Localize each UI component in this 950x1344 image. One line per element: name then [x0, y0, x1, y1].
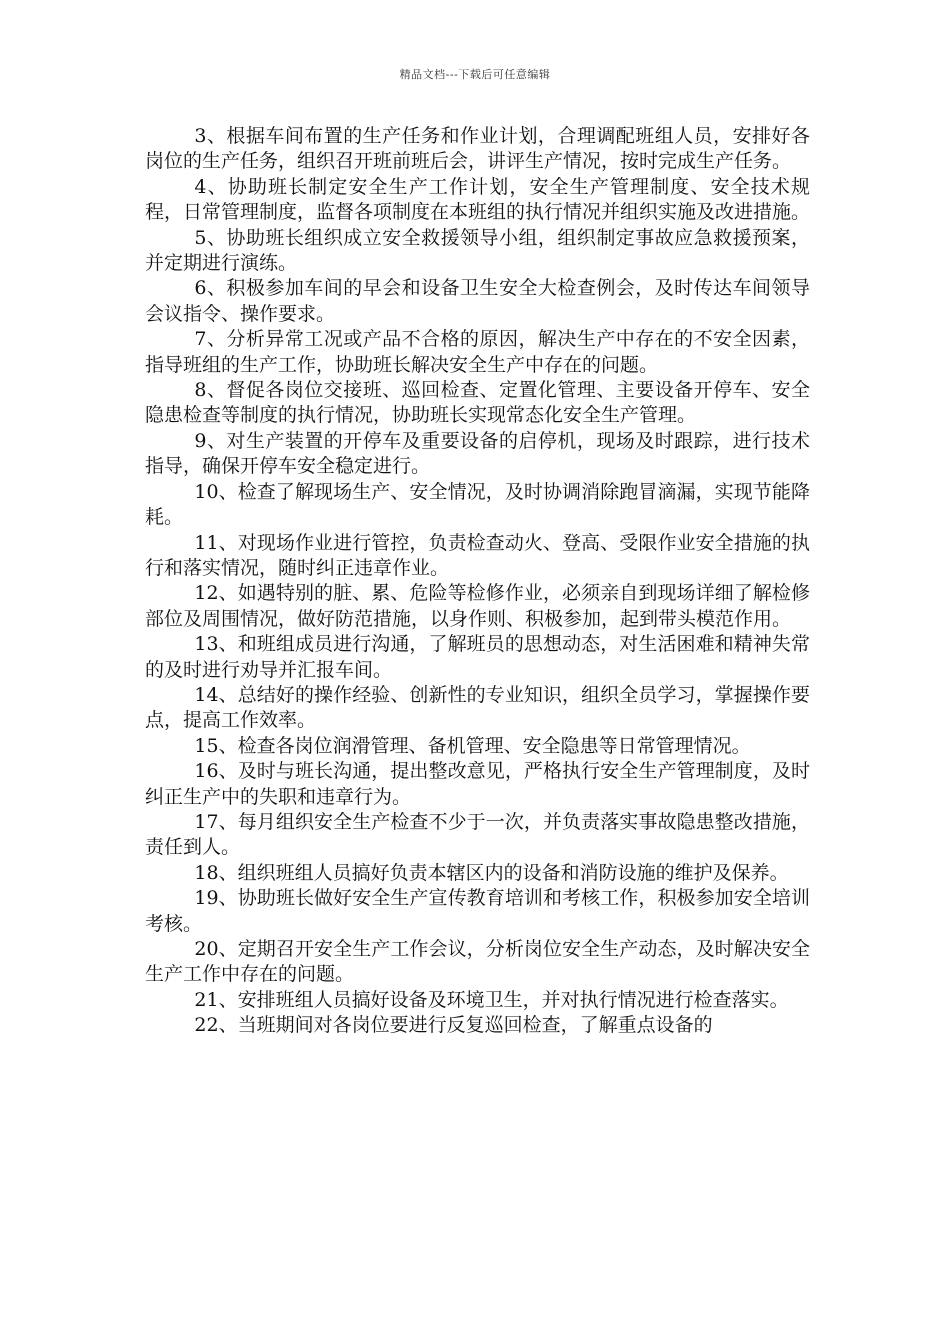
paragraph: 20、定期召开安全生产工作会议，分析岗位安全生产动态，及时解决安全生产工作中存在的问题。 [145, 938, 810, 986]
paragraph: 17、每月组织安全生产检查不少于一次，并负责落实事故隐患整改措施，责任到人。 [145, 810, 810, 859]
paragraph: 4、协助班长制定安全生产工作计划，安全生产管理制度、安全技术规程，日常管理制度，监督各项制度在本班组的执行情况并组织实施及改进措施。 [145, 175, 811, 224]
paragraph: 12、如遇特别的脏、累、危险等检修作业，必须亲自到现场详细了解检修部位及周围情况，做好防范措施，以身作则、积极参加，起到带头模范作用。 [145, 582, 810, 630]
paragraph: 16、及时与班长沟通，提出整改意见，严格执行安全生产管理制度，及时纠正生产中的失职和违章行为。 [145, 760, 810, 808]
paragraph: 6、积极参加车间的早会和设备卫生安全大检查例会，及时传达车间领导会议指令、操作要求。 [145, 277, 810, 325]
paragraph: 3、根据车间布置的生产任务和作业计划，合理调配班组人员，安排好各岗位的生产任务，组织召开班前班后会，讲评生产情况，按时完成生产任务。 [145, 125, 810, 173]
paragraph: 7、分析异常工况或产品不合格的原因，解决生产中存在的不安全因素，指导班组的生产工作，协助班长解决安全生产中存在的问题。 [145, 328, 810, 376]
paragraph: 9、对生产装置的开停车及重要设备的启停机，现场及时跟踪，进行技术指导，确保开停车安全稳定进行。 [145, 429, 810, 478]
paragraph: 19、协助班长做好安全生产宣传教育培训和考核工作，积极参加安全培训考核。 [145, 887, 810, 935]
paragraph: 14、总结好的操作经验、创新性的专业知识，组织全员学习，掌握操作要点，提高工作效率。 [145, 683, 810, 732]
paragraph: 18、组织班组人员搞好负责本辖区内的设备和消防设施的维护及保养。 [194, 861, 789, 884]
paragraph: 15、检查各岗位润滑管理、备机管理、安全隐患等日常管理情况。 [194, 734, 751, 757]
paragraph: 11、对现场作业进行管控，负责检查动火、登高、受限作业安全措施的执行和落实情况，随时纠正违章作业。 [145, 531, 810, 579]
paragraph: 22、当班期间对各岗位要进行反复巡回检查，了解重点设备的 [194, 1014, 713, 1037]
paragraph: 5、协助班长组织成立安全救援领导小组，组织制定事故应急救援预案，并定期进行演练。 [145, 226, 810, 275]
paragraph: 13、和班组成员进行沟通，了解班员的思想动态，对生活困难和精神失常的及时进行劝导并汇报车间。 [145, 633, 810, 681]
document-body [145, 124, 810, 1039]
paragraph: 10、检查了解现场生产、安全情况，及时协调消除跑冒滴漏，实现节能降耗。 [145, 480, 810, 529]
page-header: 精品文档---下载后可任意编辑 [399, 68, 551, 81]
paragraph: 21、安排班组人员搞好设备及环境卫生，并对执行情况进行检查落实。 [194, 988, 789, 1011]
paragraph: 8、督促各岗位交接班、巡回检查、定置化管理、主要设备开停车、安全隐患检查等制度的执行情况，协助班长实现常态化安全生产管理。 [145, 379, 810, 427]
